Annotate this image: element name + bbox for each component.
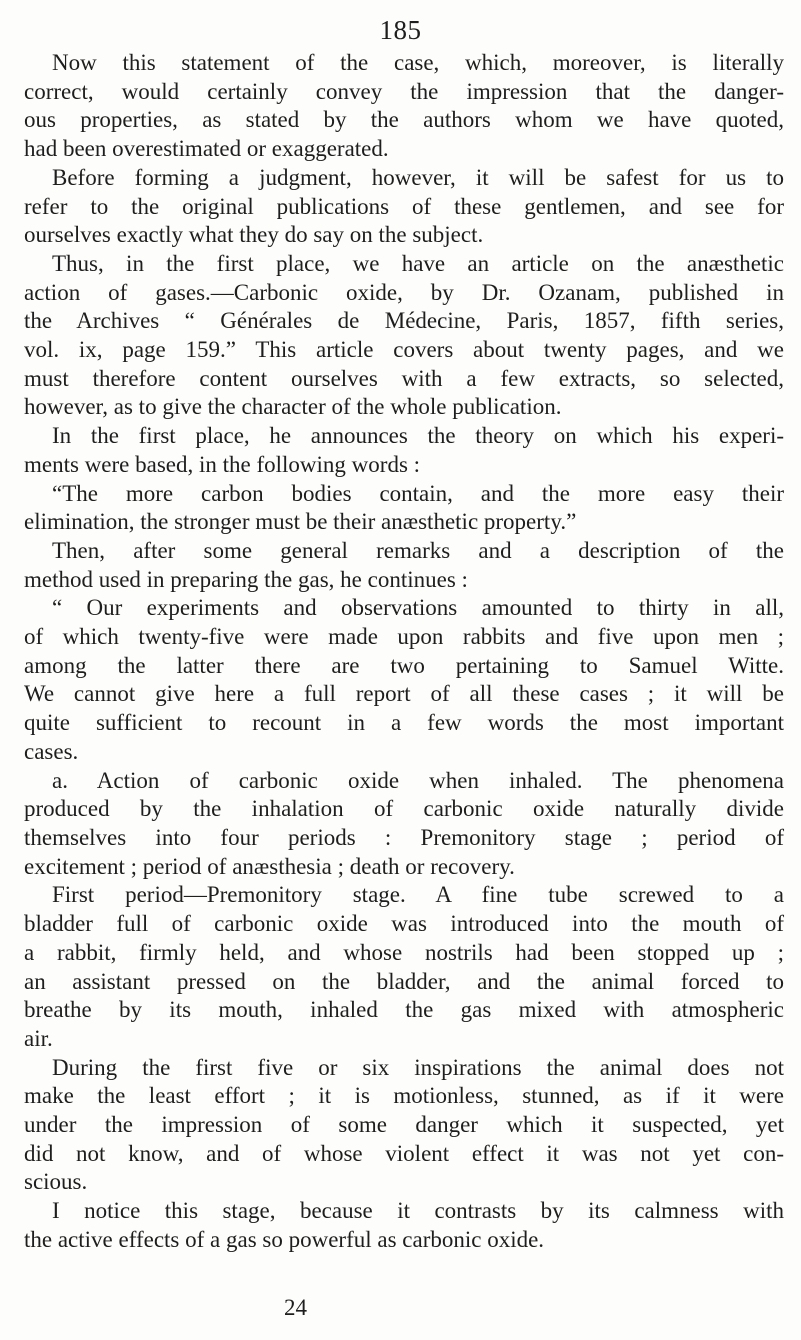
text-line: had been overestimated or exaggerated. [24,136,389,162]
text-line: a rabbit, firmly held, and whose nostrils had been stopped up ; [24,939,784,965]
text-line: In the first place, he announces the theory on which his experi- [52,423,784,449]
text-line: themselves into four periods : Premonitory stage ; period of [24,824,784,850]
text-line: correct, would certainly convey the impression that the danger- [24,78,784,104]
page-number: 185 [379,15,422,45]
text-line: among the latter there are two pertaining to Samuel Witte. [24,652,784,678]
text-line: “ Our experiments and observations amounted to thirty in all, [52,595,784,621]
text-line: quite sufficient to recount in a few words the most important [24,710,784,736]
text-line: Then, after some general remarks and a description of the [52,537,784,563]
text-line: an assistant pressed on the bladder, and the animal forced to [24,968,784,994]
text-line: vol. ix, page 159.” This article covers about twenty pages, and we [24,337,784,363]
text-line: refer to the original publications of these gentlemen, and see for [24,193,784,219]
text-line: scious. [24,1169,88,1195]
text-line: ous properties, as stated by the authors whom we have quoted, [24,107,784,133]
text-line: excitement ; period of anæsthesia ; death or recovery. [24,853,515,879]
text-line: under the impression of some danger which it suspected, yet [24,1112,784,1138]
text-line: bladder full of carbonic oxide was introduced into the mouth of [24,911,784,937]
body-text [24,49,784,1255]
text-line: must therefore content ourselves with a few extracts, so selected, [24,365,784,391]
text-line: did not know, and of whose violent effect it was not yet con- [24,1140,784,1166]
text-line: cases. [24,738,79,764]
text-line: of which twenty-five were made upon rabbits and five upon men ; [24,624,784,650]
text-line: We cannot give here a full report of all these cases ; it will be [24,681,784,707]
text-line: Before forming a judgment, however, it will be safest for us to [52,164,784,190]
text-line: a. Action of carbonic oxide when inhaled. The phenomena [52,767,784,793]
text-line: make the least effort ; it is motionless, stunned, as if it were [24,1083,784,1109]
text-line: First period—Premonitory stage. A fine tube screwed to a [52,882,784,908]
signature-mark: 24 [284,1295,307,1320]
text-line: action of gases.—Carbonic oxide, by Dr. Ozanam, published in [24,279,784,305]
text-line: the active effects of a gas so powerful as carbonic oxide. [24,1226,545,1252]
text-line: however, as to give the character of the whole publication. [24,394,562,420]
text-line: I notice this stage, because it contrasts by its calmness with [52,1198,784,1224]
text-line: the Archives “ Générales de Médecine, Paris, 1857, fifth series, [24,308,784,334]
text-line: produced by the inhalation of carbonic oxide naturally divide [24,796,784,822]
text-line: elimination, the stronger must be their anæsthetic property.” [24,509,577,535]
text-line: Thus, in the first place, we have an article on the anæsthetic [52,250,784,276]
text-line: air. [24,1025,53,1051]
text-line: During the first five or six inspirations the animal does not [52,1054,784,1080]
text-line: ourselves exactly what they do say on the subject. [24,222,484,248]
text-line: “The more carbon bodies contain, and the more easy their [52,480,784,506]
text-line: method used in preparing the gas, he continues : [24,566,468,592]
text-line: Now this statement of the case, which, moreover, is literally [52,50,784,75]
text-line: breathe by its mouth, inhaled the gas mixed with atmospheric [24,997,784,1023]
text-line: ments were based, in the following words : [24,451,421,477]
